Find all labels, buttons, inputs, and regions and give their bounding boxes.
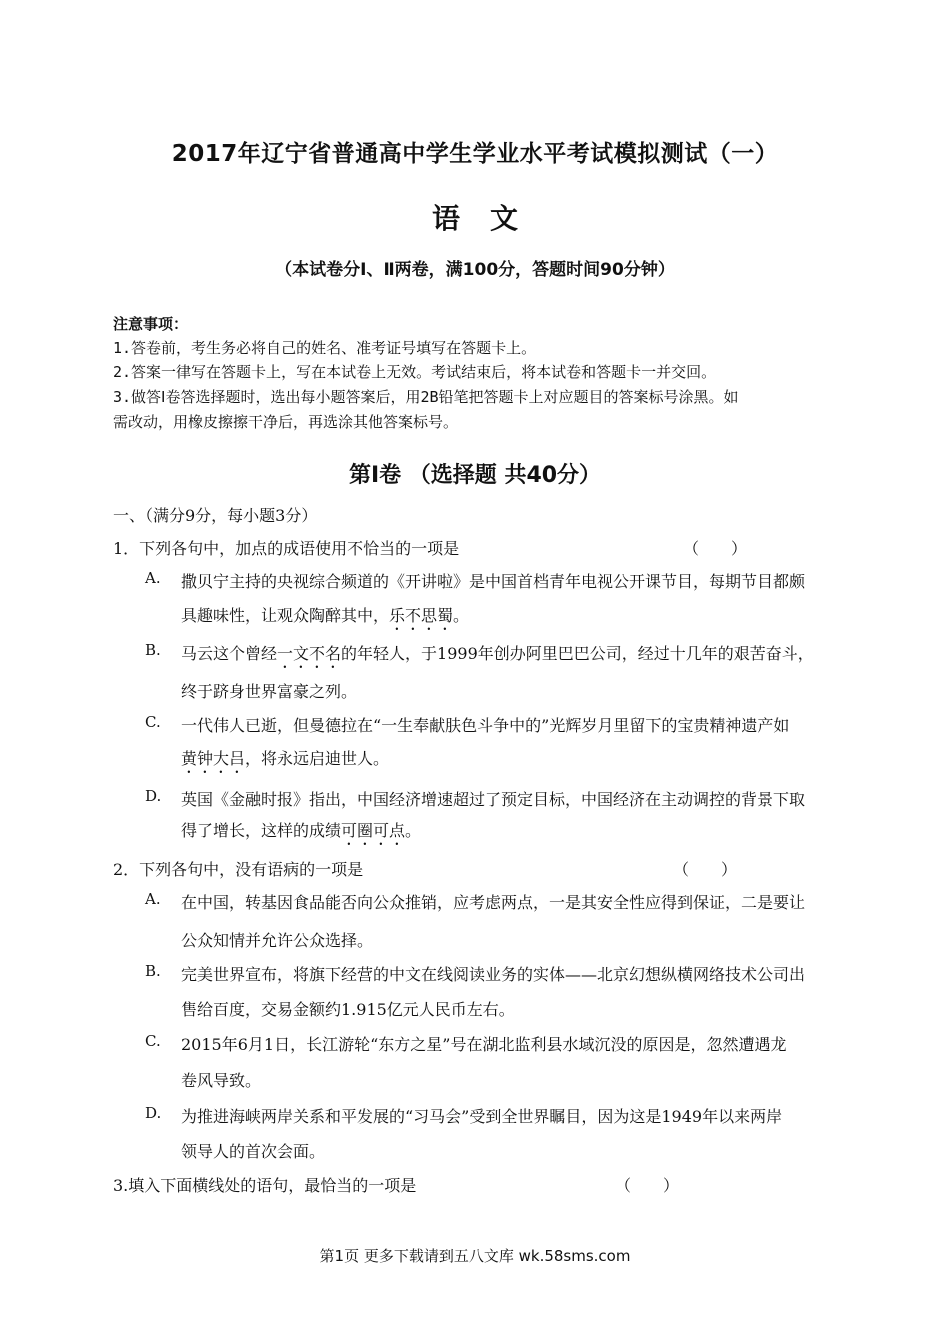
dotted-idiom: 黄钟大吕 — [181, 749, 246, 768]
question-stem: 3.填入下面横线处的语句，最恰当的一项是 — [113, 1176, 417, 1195]
option-text: 在中国，转基因食品能否向公众推销，应考虑两点，一是其安全性应得到保证，二是要让 — [181, 893, 806, 912]
option-letter: C. — [145, 713, 161, 731]
option-text: 英国《金融时报》指出，中国经济增速超过了预定目标，中国经济在主动调控的背景下取 — [181, 790, 806, 809]
option-letter: C. — [145, 1032, 161, 1050]
dotted-idiom: 一文不名 — [277, 644, 342, 663]
option-text: 售给百度，交易金额约1.915亿元人民币左右。 — [181, 1000, 515, 1019]
part-heading: 一、（满分9分，每小题3分） — [113, 506, 318, 525]
note-item: 需改动，用橡皮擦擦干净后，再选涂其他答案标号。 — [113, 413, 459, 431]
option-letter: B. — [145, 641, 161, 659]
option-text: 黄钟大吕，将永远启迪世人。 — [181, 749, 390, 768]
notes-heading: 注意事项： — [113, 315, 189, 333]
page-footer: 第1页 更多下载请到五八文库 wk.58sms.com — [319, 1247, 631, 1265]
dotted-idiom: 乐不思蜀 — [389, 606, 454, 625]
option-text: 得了增长，这样的成绩可圈可点。 — [181, 821, 422, 840]
option-text: 具趣味性，让观众陶醉其中，乐不思蜀。 — [181, 606, 470, 625]
option-text: 一代伟人已逝，但曼德拉在“一生奉献肤色斗争中的”光辉岁月里留下的宝贵精神遗产如 — [181, 716, 790, 735]
option-text: 为推进海峡两岸关系和平发展的“习马会”受到全世界瞩目，因为这是1949年以来两岸 — [181, 1107, 783, 1126]
subject-heading: 语文 — [431, 202, 548, 235]
option-letter: A. — [145, 890, 161, 908]
exam-title: 2017年辽宁省普通高中学生学业水平考试模拟测试（一） — [171, 141, 779, 167]
section-title: 第Ⅰ卷 （选择题 共40分） — [348, 463, 602, 488]
option-letter: A. — [145, 569, 161, 587]
option-text: 领导人的首次会面。 — [181, 1142, 326, 1161]
option-letter: D. — [145, 787, 162, 805]
answer-paren: （ ） — [673, 860, 738, 879]
option-letter: B. — [145, 962, 161, 980]
option-text: 完美世界宣布，将旗下经营的中文在线阅读业务的实体——北京幻想纵横网络技术公司出 — [181, 965, 806, 984]
option-text: 2015年6月1日，长江游轮“东方之星”号在湖北监利县水域沉没的原因是，忽然遭遇龙 — [181, 1035, 787, 1054]
option-text: 撒贝宁主持的央视综合频道的《开讲啦》是中国首档青年电视公开课节目，每期节目都颇 — [181, 572, 806, 591]
option-text: 马云这个曾经一文不名的年轻人，于1999年创办阿里巴巴公司，经过十几年的艰苦奋斗， — [181, 644, 814, 663]
option-text: 卷风导致。 — [181, 1071, 262, 1090]
dotted-idiom: 可圈可点 — [341, 821, 406, 840]
note-item: 2.答案一律写在答题卡上，写在本试卷上无效。考试结束后，将本试卷和答题卡一并交回。 — [113, 363, 717, 381]
question-stem: 2．下列各句中，没有语病的一项是 — [113, 860, 364, 879]
option-text: 终于跻身世界富豪之列。 — [181, 682, 358, 701]
answer-paren: （ ） — [615, 1176, 680, 1195]
note-item: 1.答卷前，考生务必将自己的姓名、准考证号填写在答题卡上。 — [113, 339, 537, 357]
option-text: 公众知情并允许公众选择。 — [181, 931, 374, 950]
question-stem: 1．下列各句中，加点的成语使用不恰当的一项是 — [113, 539, 460, 558]
exam-subtitle: （本试卷分Ⅰ、Ⅱ两卷，满100分，答题时间90分钟） — [275, 260, 675, 280]
note-item: 3.做答Ⅰ卷答选择题时，选出每小题答案后，用2B铅笔把答题卡上对应题目的答案标号涂黑。如 — [113, 388, 739, 406]
answer-paren: （ ） — [683, 539, 748, 558]
option-letter: D. — [145, 1104, 162, 1122]
